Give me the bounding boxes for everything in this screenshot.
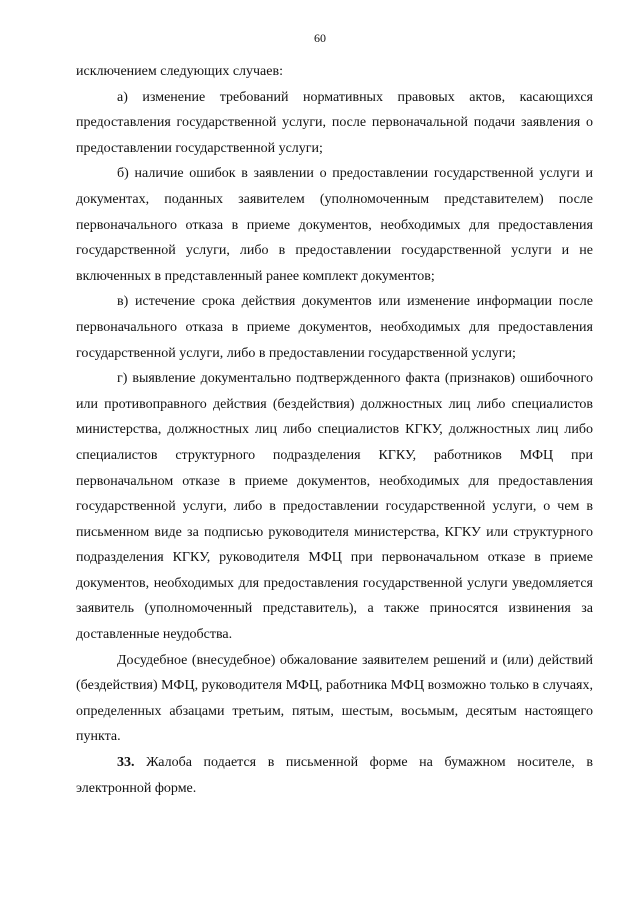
paragraph-item-g: г) выявление документально подтвержденного факта (признаков) ошибочного или противоправного действия (бездействия) должностных лиц либо специалистов министерства, должностных лиц либо специалистов КГКУ, должностных лиц либо специалистов структурного подразделения КГКУ, работников МФЦ при первоначальном отказе в приеме документов, необходимых для предоставления государственной услуги, либо в предоставлении государственной услуги, о чем в письменном виде за подписью руководителя министерства, КГКУ или структурного подразделения КГКУ, руководителя МФЦ при первоначальном отказе в приеме документов, необходимых для предоставления государственной услуги уведомляется заявитель (уполномоченный представитель), а также приносятся извинения за доставленные неудобства. (76, 371, 593, 643)
paragraph-item-a: а) изменение требований нормативных правовых актов, касающихся предоставления государственной услуги, после первоначальной подачи заявления о предоставлении государственной услуги; (76, 89, 593, 156)
section-text: Жалоба подается в письменной форме на бумажном носителе, в электронной форме. (76, 755, 593, 796)
section-number: 33. (117, 755, 135, 771)
paragraph-item-v: в) истечение срока действия документов или изменение информации после первоначального отказа в приеме документов, необходимых для предоставления государственной услуги, либо в предоставлении государственной услуги; (76, 294, 593, 361)
paragraph-continuation: исключением следующих случаев: (76, 64, 283, 79)
document-body (76, 59, 593, 801)
paragraph-section-33 (76, 750, 593, 801)
page-number: 60 (314, 31, 326, 45)
paragraph-appeal-note: Досудебное (внесудебное) обжалование заявителем решений и (или) действий (бездействия) МФЦ, руководителя МФЦ, работника МФЦ возможно только в случаях, определенных абзацами третьим, пятым, шестым, восьмым, десятым настоящего пункта. (76, 652, 593, 745)
paragraph-item-b: б) наличие ошибок в заявлении о предоставлении государственной услуги и документах, поданных заявителем (уполномоченным представителем) после первоначального отказа в приеме документов, необходимых для предоставления государственной услуги, либо в предоставлении государственной услуги и не включенных в представленный ранее комплект документов; (76, 166, 593, 284)
